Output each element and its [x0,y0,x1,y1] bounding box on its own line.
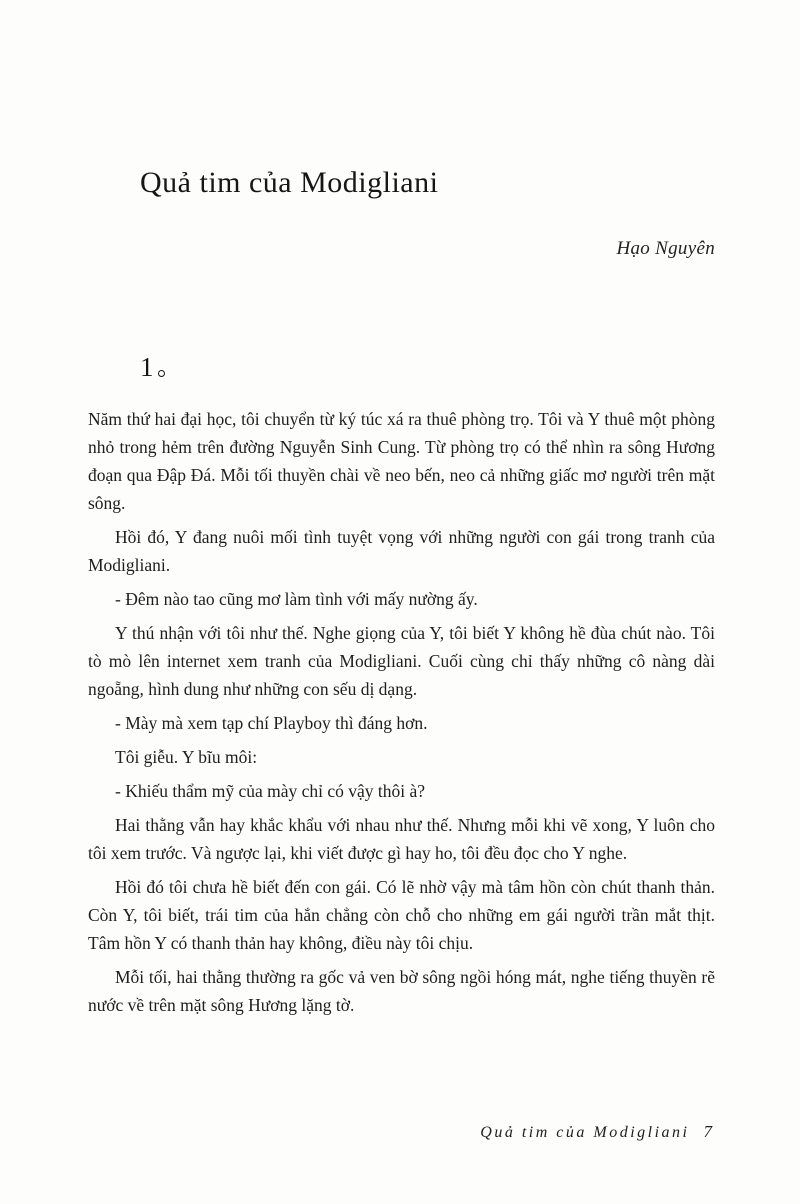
paragraph: Y thú nhận với tôi như thế. Nghe giọng của Y, tôi biết Y không hề đùa chút nào. Tôi tò mò lên internet xem tranh của Modigliani. Cuối cùng chỉ thấy những cô nàng dài ngoẵng, hình dung như những con sếu dị dạng. [88,623,715,700]
paragraph: Tôi giễu. Y bĩu môi: [115,747,258,768]
paragraph-dialogue: - Đêm nào tao cũng mơ làm tình với mấy nường ấy. [115,589,478,610]
section-dot-icon [158,370,165,377]
text-column [0,163,800,1019]
paragraph-dialogue: - Khiếu thẩm mỹ của mày chỉ có vậy thôi à? [115,781,426,802]
running-title: Quả tim của Modigliani [480,1124,690,1141]
paragraph: Mỗi tối, hai thằng thường ra gốc vả ven bờ sông ngồi hóng mát, nghe tiếng thuyền rẽ nước về trên mặt sông Hương lặng tờ. [88,967,715,1016]
paragraph-dialogue: - Mày mà xem tạp chí Playboy thì đáng hơn. [115,713,428,734]
page-footer [480,1122,712,1142]
paragraph: Hồi đó, Y đang nuôi mối tình tuyệt vọng với những người con gái trong tranh của Modigliani. [88,527,715,576]
section-number [140,350,715,385]
story-text [88,405,715,1019]
paragraph: Hai thằng vẫn hay khắc khẩu với nhau như thế. Nhưng mỗi khi vẽ xong, Y luôn cho tôi xem trước. Và ngược lại, khi viết được gì hay ho, tôi đều đọc cho Y nghe. [88,815,715,864]
paragraph: Hồi đó tôi chưa hề biết đến con gái. Có lẽ nhờ vậy mà tâm hồn còn chút thanh thản. Còn Y, tôi biết, trái tim của hắn chẳng còn chỗ cho những em gái người trần mắt thịt. Tâm hồn Y có thanh thản hay không, điều này tôi chịu. [88,877,715,954]
page-number: 7 [703,1122,712,1141]
paragraph: Năm thứ hai đại học, tôi chuyển từ ký túc xá ra thuê phòng trọ. Tôi và Y thuê một phòng nhỏ trong hẻm trên đường Nguyễn Sinh Cung. Từ phòng trọ có thể nhìn ra sông Hương đoạn qua Đập Đá. Mỗi tối thuyền chài về neo bến, neo cả những giấc mơ người trên mặt sông. [88,409,715,514]
chapter-title: Quả tim của Modigliani [140,166,439,199]
author-name: Hạo Nguyên [616,238,715,259]
section-number-text: 1 [140,352,154,382]
